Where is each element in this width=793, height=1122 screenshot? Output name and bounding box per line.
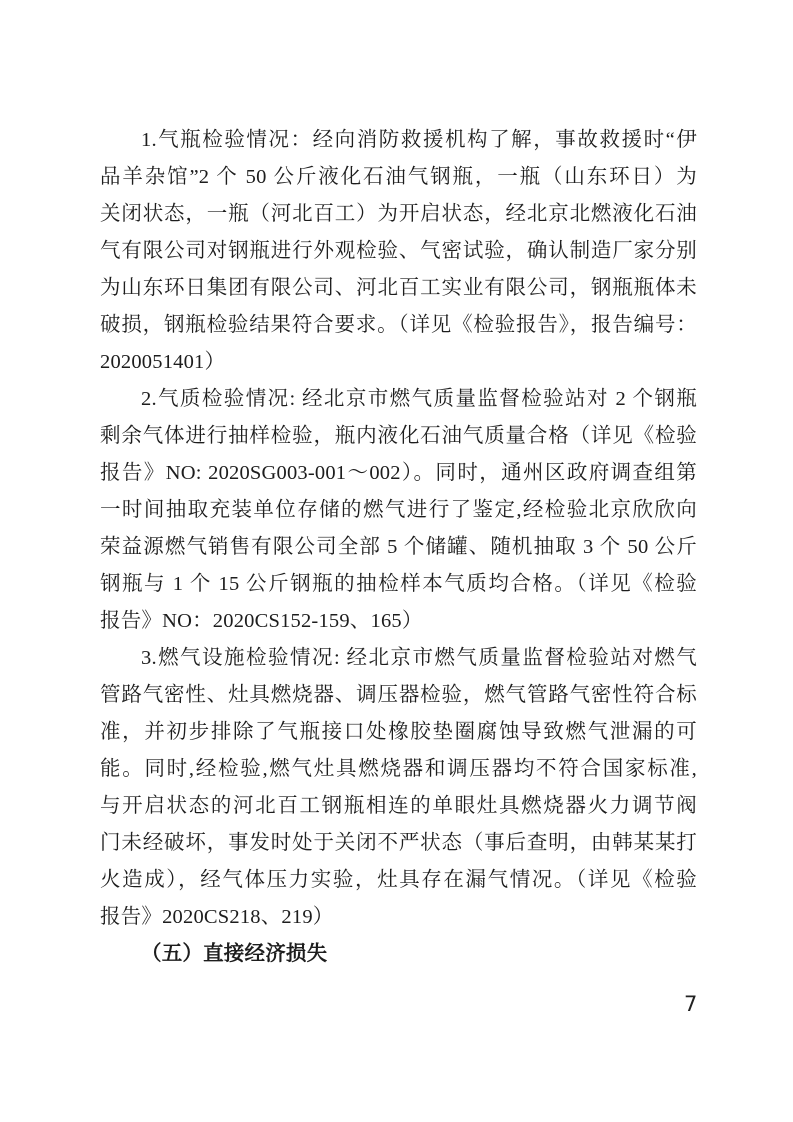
text-line: 为山东环日集团有限公司、河北百工实业有限公司，钢瓶瓶体未 bbox=[100, 277, 697, 299]
text-line: 1.气瓶检验情况：经向消防救援机构了解，事故救援时“伊 bbox=[141, 129, 697, 151]
text-line: 报告》NO：2020CS152-159、165） bbox=[100, 610, 423, 632]
text-line: 一时间抽取充装单位存储的燃气进行了鉴定,经检验北京欣欣向 bbox=[100, 499, 697, 521]
text-line: 门未经破坏，事发时处于关闭不严状态（事后查明，由韩某某打 bbox=[100, 832, 697, 854]
text-line: 荣益源燃气销售有限公司全部 5 个储罐、随机抽取 3 个 50 公斤 bbox=[100, 536, 697, 558]
text-line: 2020051401） bbox=[100, 351, 226, 373]
text-line: 与开启状态的河北百工钢瓶相连的单眼灶具燃烧器火力调节阀 bbox=[100, 795, 697, 817]
text-line: 品羊杂馆”2 个 50 公斤液化石油气钢瓶，一瓶（山东环日）为 bbox=[100, 166, 697, 188]
section-heading-line: （五）直接经济损失 bbox=[141, 943, 328, 965]
text-line: 破损，钢瓶检验结果符合要求。（详见《检验报告》，报告编号： bbox=[100, 314, 697, 336]
text-line: 能。同时,经检验,燃气灶具燃烧器和调压器均不符合国家标准, bbox=[100, 758, 697, 780]
text-line: 气有限公司对钢瓶进行外观检验、气密试验，确认制造厂家分别 bbox=[100, 240, 697, 262]
text-line: 2.气质检验情况: 经北京市燃气质量监督检验站对 2 个钢瓶 bbox=[141, 388, 697, 410]
page-number: 7 bbox=[684, 992, 698, 1016]
text-line: 准，并初步排除了气瓶接口处橡胶垫圈腐蚀导致燃气泄漏的可 bbox=[100, 721, 697, 743]
text-line: 3.燃气设施检验情况: 经北京市燃气质量监督检验站对燃气 bbox=[141, 647, 697, 669]
document-body bbox=[100, 122, 697, 973]
text-line: 报告》NO: 2020SG003-001～002）。同时，通州区政府调查组第 bbox=[100, 462, 697, 484]
text-line: 剩余气体进行抽样检验，瓶内液化石油气质量合格（详见《检验 bbox=[100, 425, 697, 447]
text-line: 管路气密性、灶具燃烧器、调压器检验，燃气管路气密性符合标 bbox=[100, 684, 697, 706]
text-line: 火造成），经气体压力实验，灶具存在漏气情况。（详见《检验 bbox=[100, 869, 697, 891]
text-line: 钢瓶与 1 个 15 公斤钢瓶的抽检样本气质均合格。（详见《检验 bbox=[100, 573, 697, 595]
text-line: 报告》2020CS218、219） bbox=[100, 906, 334, 928]
text-line: 关闭状态，一瓶（河北百工）为开启状态，经北京北燃液化石油 bbox=[100, 203, 697, 225]
